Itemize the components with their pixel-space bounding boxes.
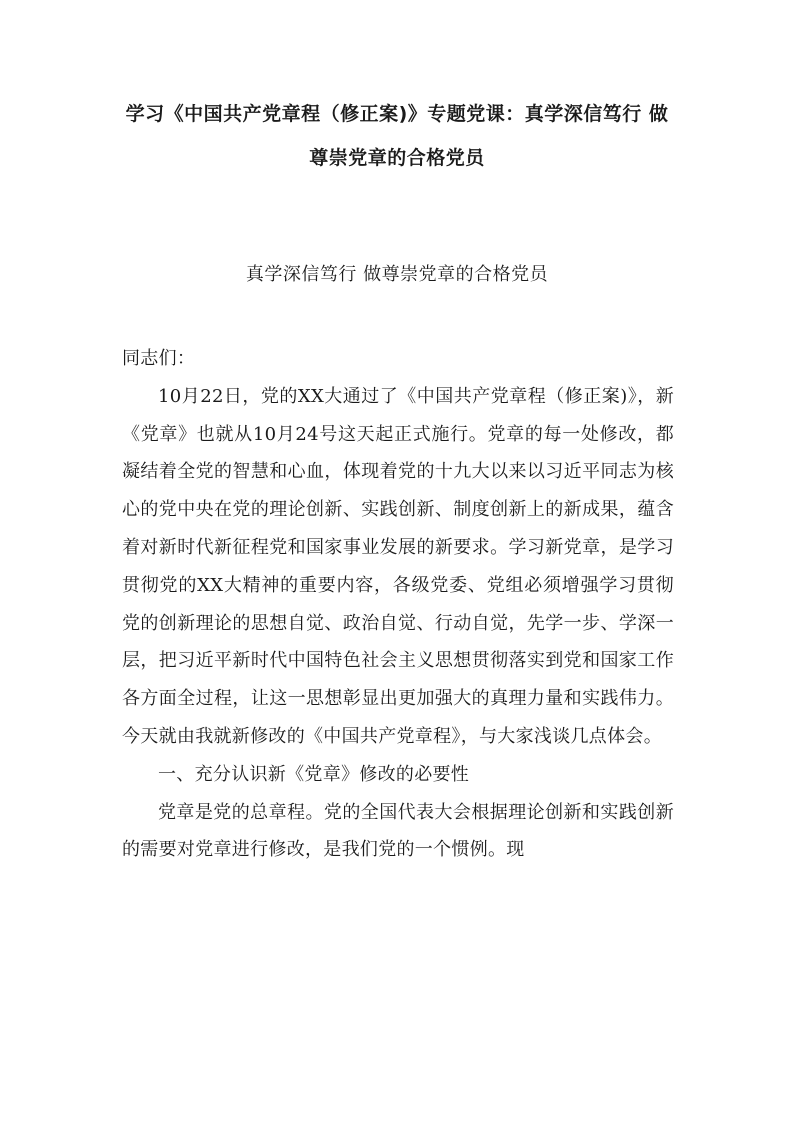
salutation: 同志们： [122, 348, 196, 369]
paragraph-section-1: 党章是党的总章程。党的全国代表大会根据理论创新和实践创新的需要对党章进行修改，是我们党的一个惯例。现 [122, 801, 674, 861]
document-title: 学习《中国共产党章程（修正案)》专题党课：真学深信笃行 做尊崇党章的合格党员 [125, 103, 669, 169]
section-heading-1: 一、充分认识新《党章》修改的必要性 [158, 763, 470, 785]
document-body [122, 340, 674, 869]
paragraph-intro: 10月22日，党的XX大通过了《中国共产党章程（修正案)》，新《党章》也就从10月24号这天起正式施行。党章的每一处修改，都凝结着全党的智慧和心血，体现着党的十九大以来以习近平同志为核心的党中央在党的理论创新、实践创新、制度创新上的新成果，蕴含着对新时代新征程党和国家事业发展的新要求。学习新党章，是学习贯彻党的XX大精神的重要内容，各级党委、党组必须增强学习贯彻党的创新理论的思想自觉、政治自觉、行动自觉，先学一步、学深一层，把习近平新时代中国特色社会主义思想贯彻落实到党和国家工作各方面全过程，让这一思想彰显出更加强大的真理力量和实践伟力。今天就由我就新修改的《中国共产党章程》，与大家浅谈几点体会。 [122, 385, 674, 747]
document-subtitle: 真学深信笃行 做尊崇党章的合格党员 [245, 264, 549, 285]
